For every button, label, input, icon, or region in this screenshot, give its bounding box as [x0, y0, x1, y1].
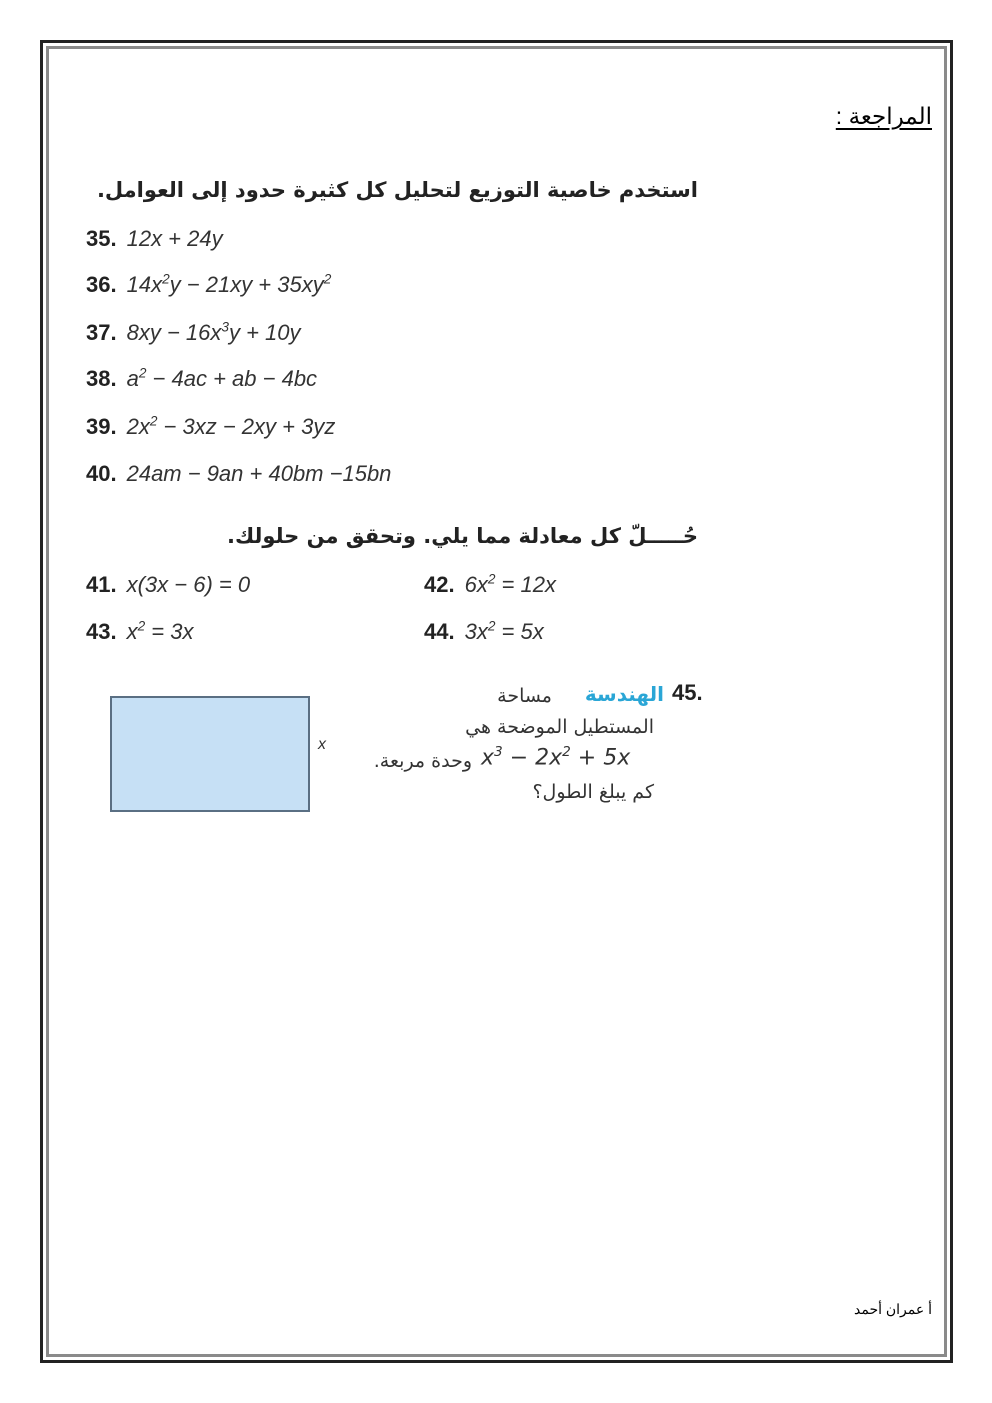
rectangle-figure — [110, 696, 310, 812]
problem-number: 41. — [86, 572, 117, 597]
problem-expression: $x^2 = 3x$ — [126, 619, 194, 645]
problem-40 — [86, 461, 391, 487]
problem-42 — [424, 572, 556, 598]
problem-45-line3: وحدة مربعة. — [373, 750, 472, 772]
instruction-factor: استخدم خاصية التوزيع لتحليل كل كثيرة حدود إلى العوامل. — [96, 178, 698, 202]
problem-number: 39. — [86, 414, 117, 440]
problem-38 — [86, 366, 317, 392]
problem-number: 42. — [424, 572, 455, 598]
problem-expression: $14x^2y - 21xy + 35xy^2$ — [126, 272, 332, 298]
problem-number: 40. — [86, 461, 117, 486]
problem-expression: $8xy - 16x^3y + 10y$ — [126, 320, 301, 346]
problem-37 — [86, 320, 301, 346]
problem-45-line4: كم يبلغ الطول؟ — [532, 781, 654, 803]
problem-45-number: 45. — [672, 680, 703, 705]
problem-45-title: الهندسة — [584, 682, 664, 706]
problem-number: 36. — [86, 272, 117, 298]
problem-35 — [86, 226, 223, 252]
problem-expression: $a^2 - 4ac$ + ab − 4bc — [126, 366, 318, 392]
problem-45-line2: المستطيل الموضحة هي — [465, 716, 654, 738]
problem-expression: x(3x − 6) = 0 — [126, 572, 251, 597]
problem-45-line1: مساحة — [497, 685, 552, 707]
problem-number: 35. — [86, 226, 117, 251]
problem-45-area-expression: $x^3 - 2x^2 + 5x$ — [481, 744, 631, 771]
problem-expression: $6x^2 = 12x$ — [464, 572, 556, 598]
author-footer: أ عمران أحمد — [854, 1301, 932, 1317]
problem-number: 37. — [86, 320, 117, 346]
problem-41 — [86, 572, 250, 598]
problem-expression: $3x^2 = 5x$ — [464, 619, 544, 645]
problem-44 — [424, 619, 544, 645]
problem-number: 38. — [86, 366, 117, 392]
problem-expression: 24am − 9an + 40bm −15bn — [126, 461, 392, 486]
problem-number: 44. — [424, 619, 455, 645]
instruction-solve: حُـــــلّ كل معادلة مما يلي. وتحقق من حلولك. — [227, 524, 698, 548]
rectangle-side-label: x — [318, 736, 326, 753]
problem-39 — [86, 414, 335, 440]
problem-expression: 12x + 24y — [126, 226, 223, 251]
problem-number: 43. — [86, 619, 117, 645]
problem-expression: $2x^2 - 3xz - 2xy + 3yz$ — [126, 414, 336, 440]
problem-43 — [86, 619, 193, 645]
problem-36 — [86, 272, 331, 298]
review-heading: المراجعة : — [835, 103, 932, 129]
